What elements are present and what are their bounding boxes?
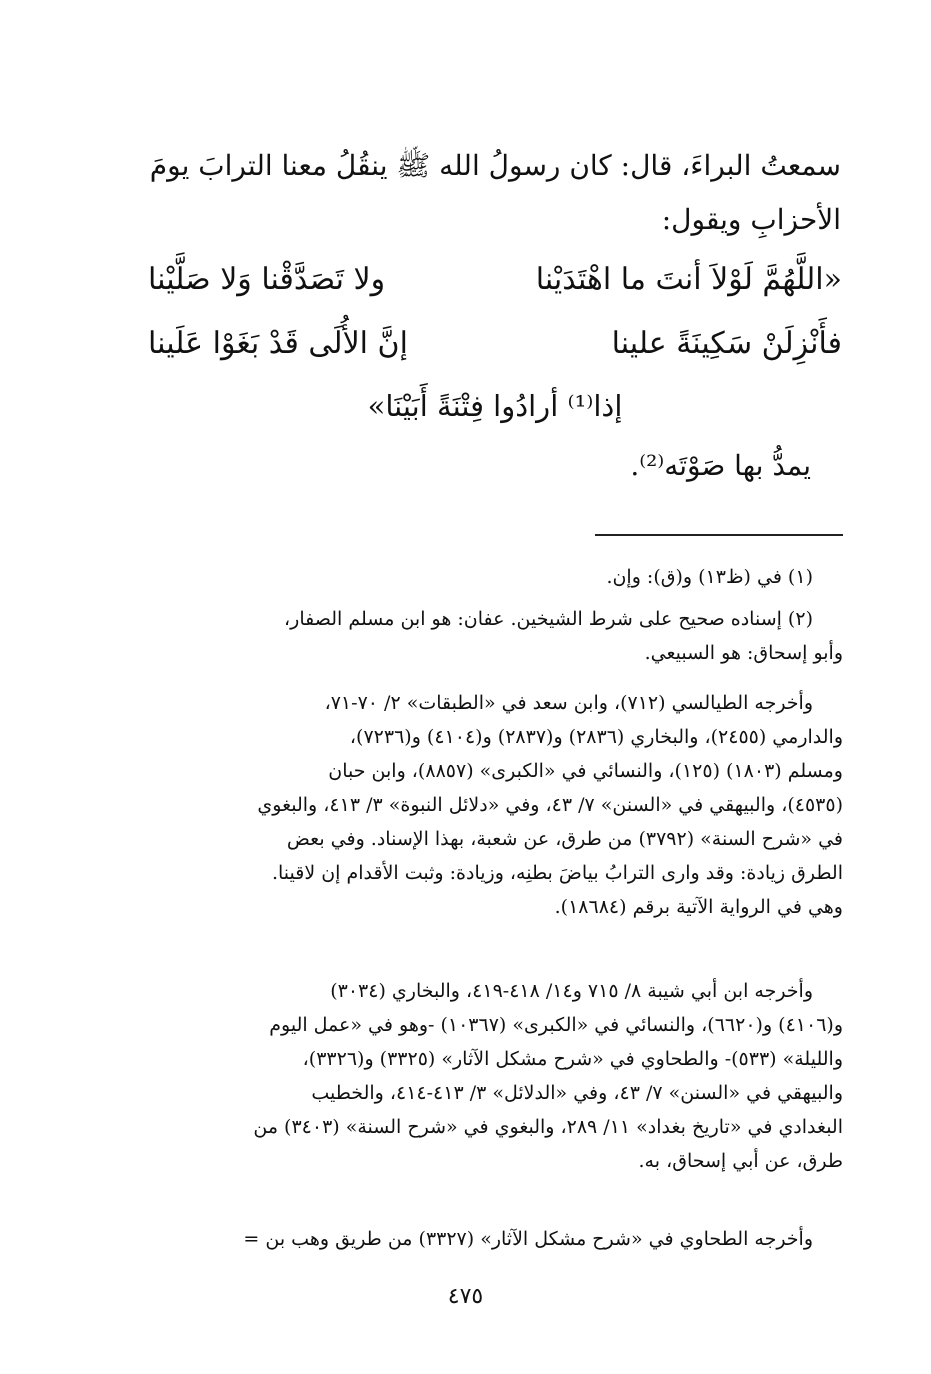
poem-verse-2-first-hemistich: فأَنْزِلَنْ سَكِينَةً علينا [611,326,842,361]
footnote-paragraph-1-line-1: وأخرجه الطيالسي (٧١٢)، وابن سعد في «الطبقات» ٢/ ٧٠-٧١، [324,692,813,714]
footnote-paragraph-1-line-2: والدارمي (٢٤٥٥)، والبخاري (٢٨٣٦) و(٢٨٣٧) و(٤١٠٤) و(٧٢٣٦)، [349,726,843,748]
footnote-2 [147,602,843,670]
footnote-paragraph-2-line-6: طرق، عن أبي إسحاق، به. [638,1150,843,1172]
footnote-paragraph-1 [147,686,843,924]
footnote-paragraph-2-line-3: والليلة» (٥٣٣)- والطحاوي في «شرح مشكل الآثار» (٣٣٢٥) و(٣٣٢٦)، [302,1048,843,1070]
footnote-paragraph-2-line-2: و(٤١٠٦) و(٦٦٢٠)، والنسائي في «الكبرى» (١٠٣٦٧) -وهو في «عمل اليوم [269,1014,843,1036]
page-number: ٤٧٥ [447,1284,484,1309]
main-text-line-1: سمعتُ البراءَ، قال: كان رسولُ الله ﷺ ينقُلُ معنا الترابَ يومَ [149,149,841,182]
main-text-line-2: الأحزابِ ويقول: [661,203,841,236]
footnote-paragraph-1-line-3: ومسلم (١٨٠٣) (١٢٥)، والنسائي في «الكبرى» (٨٨٥٧)، وابن حبان [328,760,843,782]
poem-verse-2-second-hemistich: إنَّ الأُلَى قَدْ بَغَوْا عَلَينا [148,326,408,361]
footnote-paragraph-3-line-1: وأخرجه الطحاوي في «شرح مشكل الآثار» (٣٣٢٧) من طريق وهب بن = [243,1228,813,1250]
poem-verse-3: إذا⁽¹⁾ أرادُوا فِتْنَةً أَبَيْنَا» [367,389,623,423]
poem-verse-2 [148,320,842,368]
footnote-2-line-2: وأبو إسحاق: هو السبيعي. [644,642,843,664]
footnote-paragraph-1-line-7: وهي في الرواية الآتية برقم (١٨٦٨٤). [554,896,843,918]
footnote-paragraph-1-line-6: الطرق زيادة: وقد وارى الترابُ بياضَ بطنِه، وزيادة: وثبت الأقدام إن لاقينا. [271,862,843,884]
footnote-divider [595,534,843,536]
footnote-paragraph-2 [147,974,843,1178]
footnote-paragraph-1-line-4: (٤٥٣٥)، والبيهقي في «السنن» ٧/ ٤٣، وفي «دلائل النبوة» ٣/ ٤١٣، والبغوي [257,794,843,816]
footnote-paragraph-3 [147,1222,843,1256]
footnote-paragraph-2-line-4: والبيهقي في «السنن» ٧/ ٤٣، وفي «الدلائل» ٣/ ٤١٣-٤١٤، والخطيب [311,1082,843,1104]
poem-verse-1-second-hemistich: ولا تَصَدَّقْنا وَلا صَلَّيْنا [148,262,386,297]
footnote-paragraph-2-line-5: البغدادي في «تاريخ بغداد» ١١/ ٢٨٩، والبغوي في «شرح السنة» (٣٤٠٣) من [253,1116,843,1138]
poem-verse-1-first-hemistich: «اللَّهُمَّ لَوْلاَ أنتَ ما اهْتَدَيْنا [535,262,842,297]
main-text-line-3: يمدُّ بها صَوْتَه⁽²⁾. [630,449,811,482]
footnote-1: (١) في (ظ١٣) و(ق): وإن. [606,566,813,588]
footnote-2-line-1: (٢) إسناده صحيح على شرط الشيخين. عفان: هو ابن مسلم الصفار، [284,608,813,630]
footnote-paragraph-1-line-5: في «شرح السنة» (٣٧٩٢) من طرق، عن شعبة، بهذا الإسناد. وفي بعض [286,828,843,850]
poem-verse-1 [148,256,842,304]
footnote-paragraph-2-line-1: وأخرجه ابن أبي شيبة ٨/ ٧١٥ و١٤/ ٤١٨-٤١٩، والبخاري (٣٠٣٤) [330,980,813,1002]
